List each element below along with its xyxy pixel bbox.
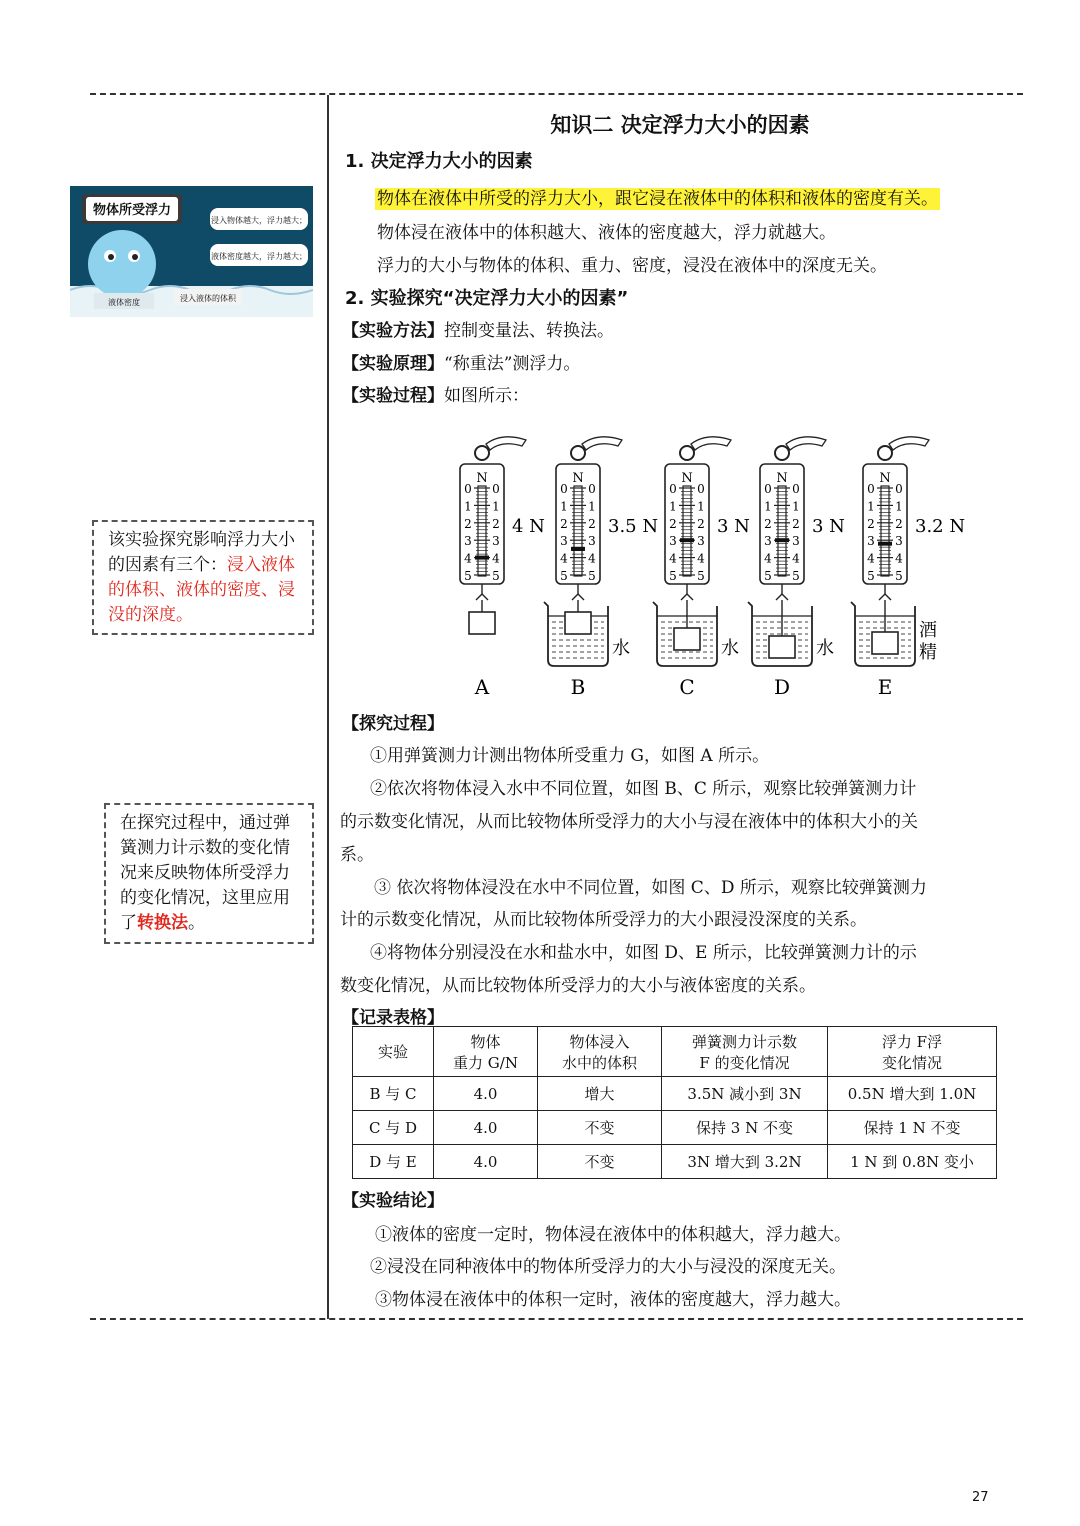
hand-icon (486, 437, 526, 450)
scale-number-right: 3 (492, 534, 500, 549)
scale-number-left: 5 (464, 569, 472, 583)
th-buoyancy: 浮力 F浮 变化情况 (828, 1027, 997, 1077)
thumb-bottom2: 浸入液体的体积 (180, 294, 236, 303)
thumb-bubble1: 浸入物体越大，浮力越大； (211, 216, 307, 225)
scale-number-left: 2 (764, 516, 772, 531)
object-cube (872, 632, 898, 654)
scale-number-left: 1 (560, 499, 568, 514)
scale-number-left: 3 (464, 534, 472, 549)
scale-number-right: 4 (492, 551, 500, 566)
cell: B 与 C (353, 1077, 434, 1111)
scale-number-right: 5 (588, 569, 596, 583)
figure-label: E (877, 675, 893, 699)
explore-p2c: 系。 (340, 845, 374, 865)
table-header-row (353, 1027, 997, 1077)
scale-number-left: 0 (669, 482, 677, 496)
scale-number-left: 2 (464, 516, 472, 531)
scale-number-left: 1 (867, 499, 875, 514)
hook-icon (681, 594, 693, 600)
scale-number-left: 0 (867, 482, 875, 496)
th-reading: 弹簧测力计示数 F 的变化情况 (662, 1027, 828, 1077)
scale-number-right: 1 (792, 499, 800, 514)
scale-tube (881, 486, 889, 576)
liquid-label: 水 (612, 638, 630, 659)
conclusion-1: ①液体的密度一定时，物体浸在液体中的体积越大，浮力越大。 (375, 1225, 851, 1245)
scale-number-left: 2 (560, 516, 568, 531)
scale-number-right: 2 (697, 516, 705, 531)
thumb-bottom1: 液体密度 (108, 298, 140, 307)
scale-number-right: 1 (697, 499, 705, 514)
object-cube (469, 612, 495, 634)
liquid-label: 酒 (919, 620, 937, 641)
section1-line3: 浮力的大小与物体的体积、重力、密度，浸没在液体中的深度无关。 (377, 256, 887, 276)
scale-pointer (475, 556, 489, 560)
ring-icon (878, 446, 892, 460)
th-experiment: 实验 (353, 1027, 434, 1077)
scale-number-right: 5 (697, 569, 705, 583)
principle-text: “称重法”测浮力。 (444, 354, 581, 374)
figure-label: C (679, 675, 695, 699)
cell: 4.0 (434, 1111, 538, 1145)
scale-reading: 4 N (512, 516, 545, 537)
scale-number-left: 5 (669, 569, 677, 583)
scale-unit: N (476, 471, 488, 486)
scale-unit: N (572, 471, 584, 486)
table-row (353, 1077, 997, 1111)
page-title: 知识二 决定浮力大小的因素 (550, 113, 810, 137)
figure-label: A (474, 675, 490, 699)
scale-tube (574, 486, 582, 576)
table-label: 【记录表格】 (342, 1008, 444, 1028)
section2-heading: 2. 实验探究“决定浮力大小的因素” (345, 288, 629, 309)
scale-number-right: 0 (697, 482, 705, 496)
scale-number-left: 4 (669, 551, 677, 566)
hook-icon (572, 594, 584, 600)
scale-number-right: 3 (588, 534, 596, 549)
scale-pointer (878, 542, 892, 546)
scale-number-left: 0 (464, 482, 472, 496)
scale-number-right: 4 (792, 551, 800, 566)
scale-number-left: 3 (669, 534, 677, 549)
scale-unit: N (879, 471, 891, 486)
scale-number-right: 5 (492, 569, 500, 583)
cell: 保持 1 N 不变 (828, 1111, 997, 1145)
figure-label: D (773, 675, 791, 699)
scale-pointer (680, 538, 694, 542)
scale-reading: 3 N (717, 516, 750, 537)
scale-tube (778, 486, 786, 576)
scale-number-right: 0 (895, 482, 903, 496)
table-row (353, 1111, 997, 1145)
cell: C 与 D (353, 1111, 434, 1145)
thumbnail-art (70, 186, 313, 317)
scale-number-right: 5 (895, 569, 903, 583)
method-line (342, 316, 614, 341)
thumb-title: 物体所受浮力 (92, 203, 172, 218)
note-factors-text: 该实验探究影响浮力大小的因素有三个： (108, 530, 295, 575)
scale-number-right: 2 (492, 516, 500, 531)
scale-number-left: 0 (764, 482, 772, 496)
ring-icon (680, 446, 694, 460)
scale-tube (478, 486, 486, 576)
scale-number-left: 3 (764, 534, 772, 549)
liquid-label: 水 (816, 638, 834, 659)
conclusion-label: 【实验结论】 (342, 1191, 444, 1211)
scale-number-left: 5 (560, 569, 568, 583)
scale-number-left: 4 (560, 551, 568, 566)
cell: 4.0 (434, 1145, 538, 1179)
principle-label: 【实验原理】 (342, 354, 444, 374)
object-cube (769, 636, 795, 658)
ring-icon (775, 446, 789, 460)
scale-number-left: 1 (669, 499, 677, 514)
scale-number-right: 1 (492, 499, 500, 514)
scale-number-right: 4 (697, 551, 705, 566)
scale-number-left: 4 (464, 551, 472, 566)
scale-number-left: 4 (764, 551, 772, 566)
column-divider (327, 95, 329, 1319)
liquid-label: 水 (721, 638, 739, 659)
cell: 1 N 到 0.8N 变小 (828, 1145, 997, 1179)
section1-heading: 1. 决定浮力大小的因素 (345, 151, 533, 172)
scale-unit: N (776, 471, 788, 486)
scale-number-left: 4 (867, 551, 875, 566)
th-weight: 物体 重力 G/N (434, 1027, 538, 1077)
scale-reading: 3 N (812, 516, 845, 537)
hook-icon (776, 594, 788, 600)
ring-icon (571, 446, 585, 460)
thumb-bubble2: 液体密度越大，浮力越大； (211, 252, 307, 261)
scale-number-right: 1 (588, 499, 596, 514)
scale-number-right: 2 (588, 516, 596, 531)
explore-label: 【探究过程】 (342, 714, 444, 734)
scale-number-right: 2 (895, 516, 903, 531)
scale-pointer (571, 547, 585, 551)
scale-number-left: 5 (867, 569, 875, 583)
table-row (353, 1145, 997, 1179)
record-table (352, 1026, 997, 1179)
process-label: 【实验过程】 (342, 386, 444, 406)
page-number: 27 (972, 1490, 989, 1505)
scale-number-left: 0 (560, 482, 568, 496)
conclusion-3: ③物体浸在液体中的体积一定时，液体的密度越大，浮力越大。 (375, 1290, 851, 1310)
explore-p4a: ④将物体分别浸没在水和盐水中，如图 D、E 所示，比较弹簧测力计的示 (370, 943, 917, 963)
scale-number-right: 3 (697, 534, 705, 549)
highlight-text: 物体在液体中所受的浮力大小，跟它浸在液体中的体积和液体的密度有关。 (377, 189, 938, 209)
cell: D 与 E (353, 1145, 434, 1179)
conclusion-2: ②浸没在同种液体中的物体所受浮力的大小与浸没的深度无关。 (370, 1257, 846, 1277)
explore-p3a: ③ 依次将物体浸没在水中不同位置，如图 C、D 所示，观察比较弹簧测力 (374, 878, 927, 898)
scale-number-right: 0 (792, 482, 800, 496)
cell: 0.5N 增大到 1.0N (828, 1077, 997, 1111)
scale-reading: 3.5 N (608, 516, 659, 537)
process-text: 如图所示： (444, 386, 529, 406)
scale-number-left: 5 (764, 569, 772, 583)
explore-p2b: 的示数变化情况，从而比较物体所受浮力的大小与浸在液体中的体积大小的关 (340, 812, 918, 832)
scale-number-left: 1 (764, 499, 772, 514)
cell: 4.0 (434, 1077, 538, 1111)
cell: 3.5N 减小到 3N (662, 1077, 828, 1111)
scale-number-right: 2 (792, 516, 800, 531)
top-divider (90, 93, 1023, 95)
object-cube (565, 612, 591, 634)
scale-number-right: 0 (492, 482, 500, 496)
scale-reading: 3.2 N (915, 516, 966, 537)
principle-line (342, 349, 580, 374)
section1-line2: 物体浸在液体中的体积越大、液体的密度越大，浮力就越大。 (377, 223, 836, 243)
scale-number-right: 4 (895, 551, 903, 566)
method-label: 【实验方法】 (342, 321, 444, 341)
buoyancy-thumbnail (70, 186, 313, 317)
note-conversion-text: 在探究过程中，通过弹簧测力计示数的变化情况来反映物体所受浮力的变化情况，这里应用了 (120, 813, 290, 933)
scale-number-right: 0 (588, 482, 596, 496)
bottom-divider (90, 1318, 1023, 1320)
explore-p4b: 数变化情况，从而比较物体所受浮力的大小与液体密度的关系。 (340, 976, 816, 996)
scale-number-right: 3 (792, 534, 800, 549)
hand-icon (691, 437, 731, 450)
explore-p3b: 计的示数变化情况，从而比较物体所受浮力的大小跟浸没深度的关系。 (340, 910, 867, 930)
scale-number-right: 3 (895, 534, 903, 549)
cell: 保持 3 N 不变 (662, 1111, 828, 1145)
cell: 增大 (538, 1077, 662, 1111)
note-conversion-red: 转换法 (137, 913, 188, 933)
scale-number-right: 4 (588, 551, 596, 566)
hand-icon (582, 437, 622, 450)
experiment-figure (430, 428, 990, 704)
scale-number-left: 3 (560, 534, 568, 549)
note-factors-red: 浸入液体的体积、液体的密度、浸没的深度。 (108, 555, 295, 625)
scale-number-left: 2 (867, 516, 875, 531)
scale-pointer (775, 538, 789, 542)
cell: 不变 (538, 1145, 662, 1179)
scale-tube (683, 486, 691, 576)
note-factors (92, 520, 314, 635)
object-cube (674, 628, 700, 650)
method-text: 控制变量法、转换法。 (444, 321, 614, 341)
figure-label: B (570, 675, 586, 699)
highlight-sentence (375, 184, 940, 209)
hook-icon (476, 594, 488, 600)
scale-unit: N (681, 471, 693, 486)
scale-number-left: 1 (464, 499, 472, 514)
scale-number-left: 2 (669, 516, 677, 531)
th-volume: 物体浸入 水中的体积 (538, 1027, 662, 1077)
explore-p1: ①用弹簧测力计测出物体所受重力 G，如图 A 所示。 (370, 746, 770, 766)
hand-icon (889, 437, 929, 450)
note-conversion-end: 。 (188, 913, 205, 933)
explore-p2a: ②依次将物体浸入水中不同位置，如图 B、C 所示，观察比较弹簧测力计 (370, 779, 917, 799)
process-line (342, 381, 529, 406)
hand-icon (786, 437, 826, 450)
ring-icon (475, 446, 489, 460)
scale-number-left: 3 (867, 534, 875, 549)
scale-number-right: 5 (792, 569, 800, 583)
liquid-label: 精 (919, 642, 937, 663)
hook-icon (879, 594, 891, 600)
scale-number-right: 1 (895, 499, 903, 514)
cell: 3N 增大到 3.2N (662, 1145, 828, 1179)
cell: 不变 (538, 1111, 662, 1145)
note-conversion (104, 803, 314, 944)
